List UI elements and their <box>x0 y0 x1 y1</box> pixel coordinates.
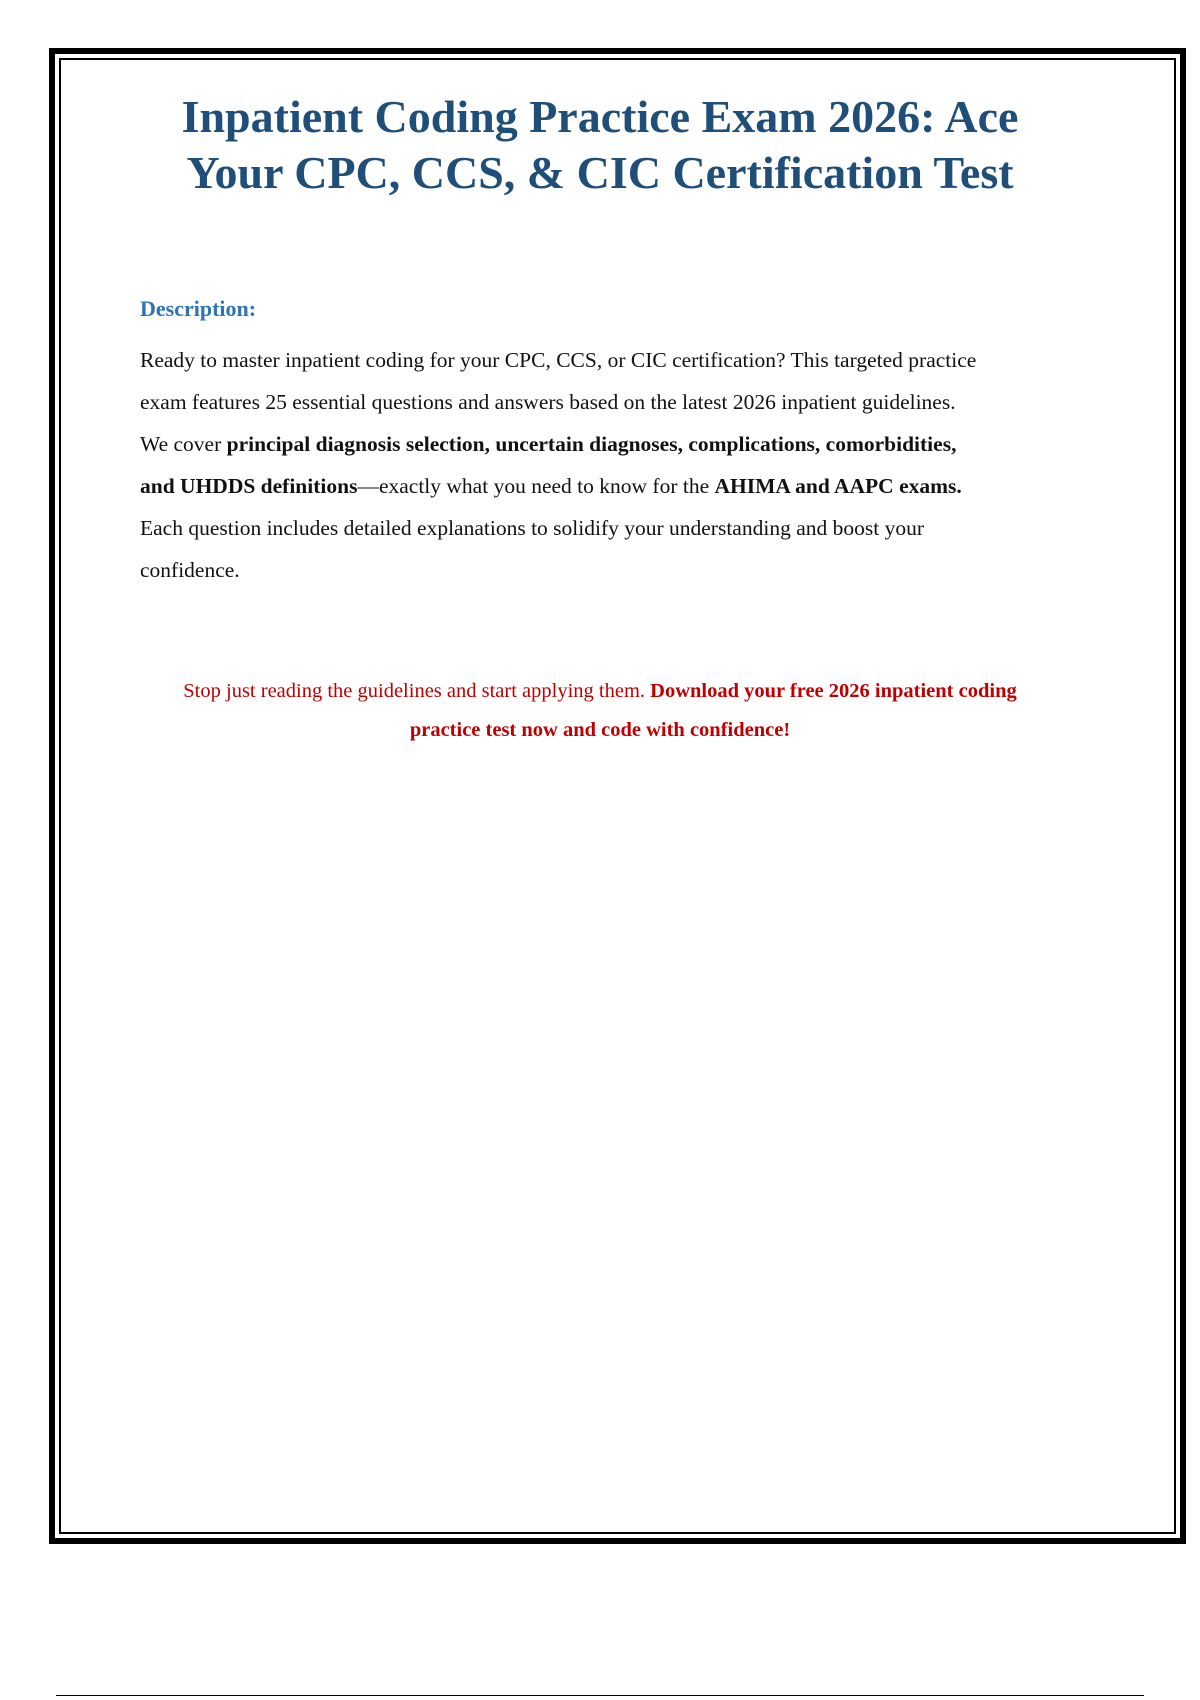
cta-line-1 <box>0 672 1200 711</box>
description-line-4-bold-2: AHIMA and AAPC exams. <box>714 474 962 498</box>
document-title <box>0 89 1200 201</box>
description-line-4-bold: and UHDDS definitions <box>140 474 358 498</box>
description-paragraph <box>140 339 1100 591</box>
description-heading: Description: <box>140 296 257 321</box>
description-line-6: confidence. <box>140 558 240 582</box>
description-line-2: exam features 25 essential questions and answers based on the latest 2026 inpatient guidelines. <box>140 390 956 414</box>
description-line-4-middle: —exactly what you need to know for the <box>357 474 715 498</box>
title-line-2: Your CPC, CCS, & CIC Certification Test <box>186 147 1014 198</box>
description-line-5: Each question includes detailed explanations to solidify your understanding and boost your <box>140 516 924 540</box>
description-line-3-bold: principal diagnosis selection, uncertain diagnoses, complications, comorbidities, <box>226 432 957 456</box>
cta-line-2 <box>0 711 1200 750</box>
description-line-4 <box>140 465 1100 507</box>
description-line-3-prefix: We cover <box>140 432 227 456</box>
call-to-action <box>0 672 1200 750</box>
cta-line-1-normal: Stop just reading the guidelines and start applying them. <box>183 680 651 702</box>
footer-rule <box>56 1695 1144 1696</box>
title-line-1: Inpatient Coding Practice Exam 2026: Ace <box>181 91 1019 142</box>
page-border <box>49 48 1186 1544</box>
description-line-3 <box>140 423 1100 465</box>
page-border-inner <box>59 58 1176 1534</box>
description-line-1: Ready to master inpatient coding for your CPC, CCS, or CIC certification? This targeted practice <box>140 348 977 372</box>
cta-line-1-bold: Download your free 2026 inpatient coding <box>650 680 1017 702</box>
cta-line-2-bold: practice test now and code with confidence! <box>409 719 791 741</box>
